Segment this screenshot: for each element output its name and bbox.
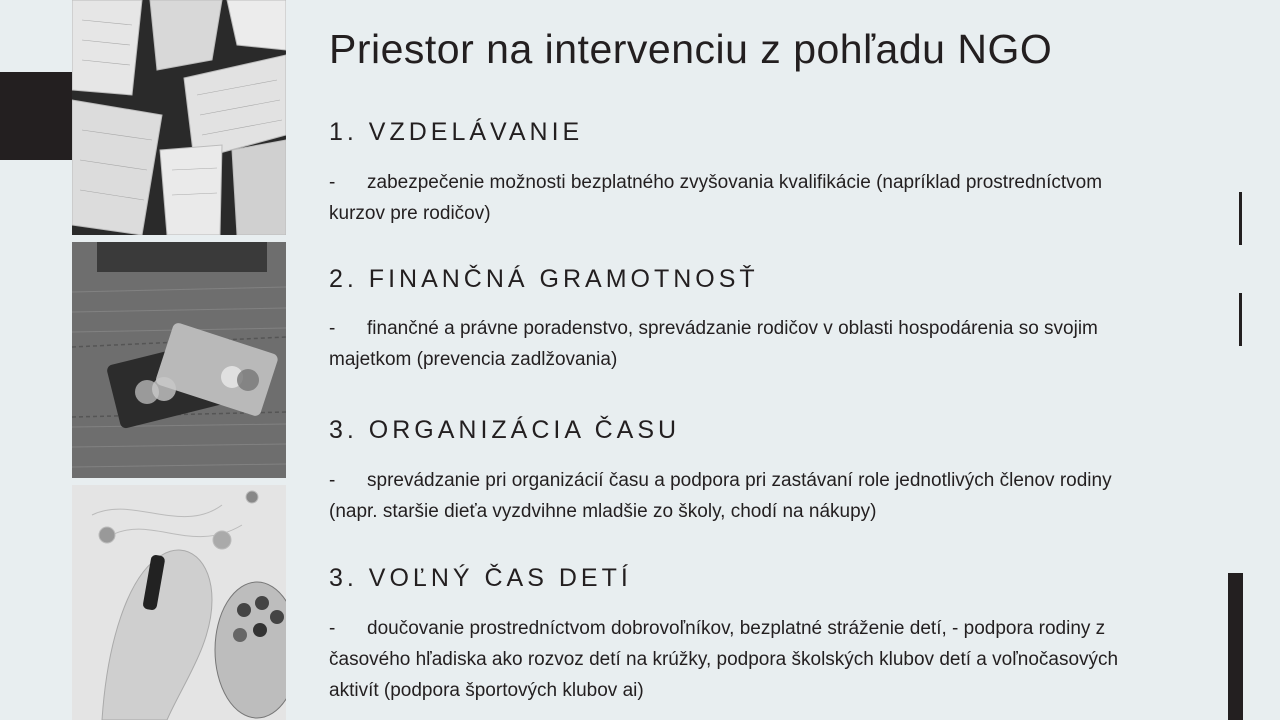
section-body-free-time [329, 613, 1129, 706]
section-body-education [329, 167, 1129, 229]
section-heading-time-organization: 3. ORGANIZÁCIA ČASU [329, 416, 681, 444]
section-text: finančné a právne poradenstvo, sprevádzanie rodičov v oblasti hospodárenia so svojim majetkom (prevencia zadlžovania) [329, 318, 1098, 370]
bullet-dash: - [329, 172, 336, 193]
bullet-dash: - [329, 618, 336, 639]
decorative-dark-block [0, 72, 72, 160]
bullet-dash: - [329, 318, 336, 339]
jeans-pocket-photo [72, 242, 286, 478]
section-text: zabezpečenie možnosti bezplatného zvyšovania kvalifikácie (napríklad prostredníctvom kurzov pre rodičov) [329, 172, 1103, 224]
decorative-bar [1228, 573, 1243, 720]
decorative-line [1239, 192, 1242, 245]
section-heading-free-time: 3. VOĽNÝ ČAS DETÍ [329, 564, 632, 592]
books-photo [72, 0, 286, 235]
section-text: doučovanie prostredníctvom dobrovoľníkov, bezplatné stráženie detí, - podpora rodiny z časového hľadiska ako rozvoz detí na krúžky, podpora školských klubov detí a voľnočasových aktivít (podpora športových klubov ai) [329, 618, 1119, 701]
section-body-financial-literacy [329, 313, 1129, 375]
section-text: sprevádzanie pri organizácií času a podpora pri zastávaní role jednotlivých členov rodiny (napr. staršie dieťa vyzdvihne mladšie zo školy, chodí na nákupy) [329, 470, 1112, 522]
decorative-line [1239, 293, 1242, 346]
drawing-hand-photo [72, 485, 286, 720]
section-body-time-organization [329, 465, 1129, 527]
bullet-dash: - [329, 470, 336, 491]
section-heading-education: 1. VZDELÁVANIE [329, 118, 584, 146]
slide-title: Priestor na intervenciu z pohľadu NGO [329, 26, 1053, 72]
section-heading-financial-literacy: 2. FINANČNÁ GRAMOTNOSŤ [329, 265, 759, 293]
